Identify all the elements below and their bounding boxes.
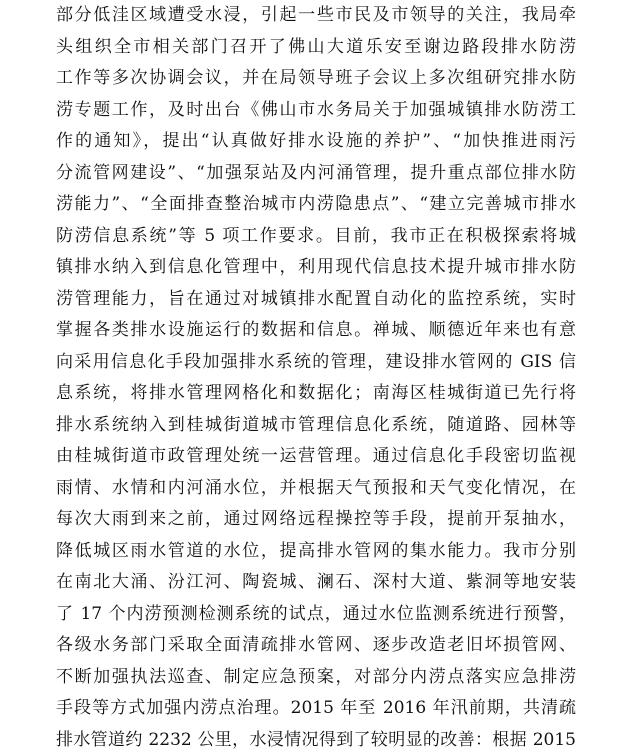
text-line: 涝专题工作，及时出台《佛山市水务局关于加强城镇排水防涝工: [56, 95, 576, 127]
text-line: 由桂城街道市政管理处统一运营管理。通过信息化手段密切监视: [56, 441, 576, 473]
text-line: 降低城区雨水管道的水位，提高排水管网的集水能力。我市分别: [56, 536, 576, 568]
text-line: 头组织全市相关部门召开了佛山大道乐安至谢边路段排水防涝: [56, 32, 576, 64]
text-line: 部分低洼区域遭受水浸，引起一些市民及市领导的关注，我局牵: [56, 0, 576, 32]
text-line: 掌握各类排水设施运行的数据和信息。禅城、顺德近年来也有意: [56, 315, 576, 347]
text-line: 在南北大涌、汾江河、陶瓷城、澜石、深村大道、紫洞等地安装: [56, 567, 576, 599]
text-line: 不断加强执法巡查、制定应急预案，对部分内涝点落实应急排涝: [56, 662, 576, 694]
text-line: 涝管理能力，旨在通过对城镇排水配置自动化的监控系统，实时: [56, 284, 576, 316]
text-line: 向采用信息化手段加强排水系统的管理，建设排水管网的 GIS 信: [56, 347, 576, 379]
text-line: 工作等多次协调会议，并在局领导班子会议上多次组研究排水防: [56, 63, 576, 95]
text-line: 涝能力”、“全面排查整治城市内涝隐患点”、“建立完善城市排水: [56, 189, 576, 221]
text-line: 息系统，将排水管理网格化和数据化；南海区桂城街道已先行将: [56, 378, 576, 410]
text-line: 排水系统纳入到桂城街道城市管理信息化系统，随道路、园林等: [56, 410, 576, 442]
text-line: 各级水务部门采取全面清疏排水管网、逐步改造老旧坏损管网、: [56, 630, 576, 662]
text-line: 每次大雨到来之前，通过网络远程操控等手段，提前开泵抽水，: [56, 504, 576, 536]
text-line: 镇排水纳入到信息化管理中，利用现代信息技术提升城市排水防: [56, 252, 576, 284]
text-line: 作的通知》，提出“认真做好排水设施的养护”、“加快推进雨污: [56, 126, 576, 158]
text-line: 防涝信息系统”等 5 项工作要求。目前，我市正在积极探索将城: [56, 221, 576, 253]
text-line: 分流管网建设”、“加强泵站及内河涌管理，提升重点部位排水防: [56, 158, 576, 190]
text-line: 排水管道约 2232 公里，水浸情况得到了较明显的改善：根据 2015: [56, 725, 576, 756]
text-line: 手段等方式加强内涝点治理。2015 年至 2016 年汛前期，共清疏: [56, 693, 576, 725]
text-line: 雨情、水情和内河涌水位，并根据天气预报和天气变化情况，在: [56, 473, 576, 505]
body-paragraph: [56, 0, 576, 756]
text-line: 了 17 个内涝预测检测系统的试点，通过水位监测系统进行预警，: [56, 599, 576, 631]
